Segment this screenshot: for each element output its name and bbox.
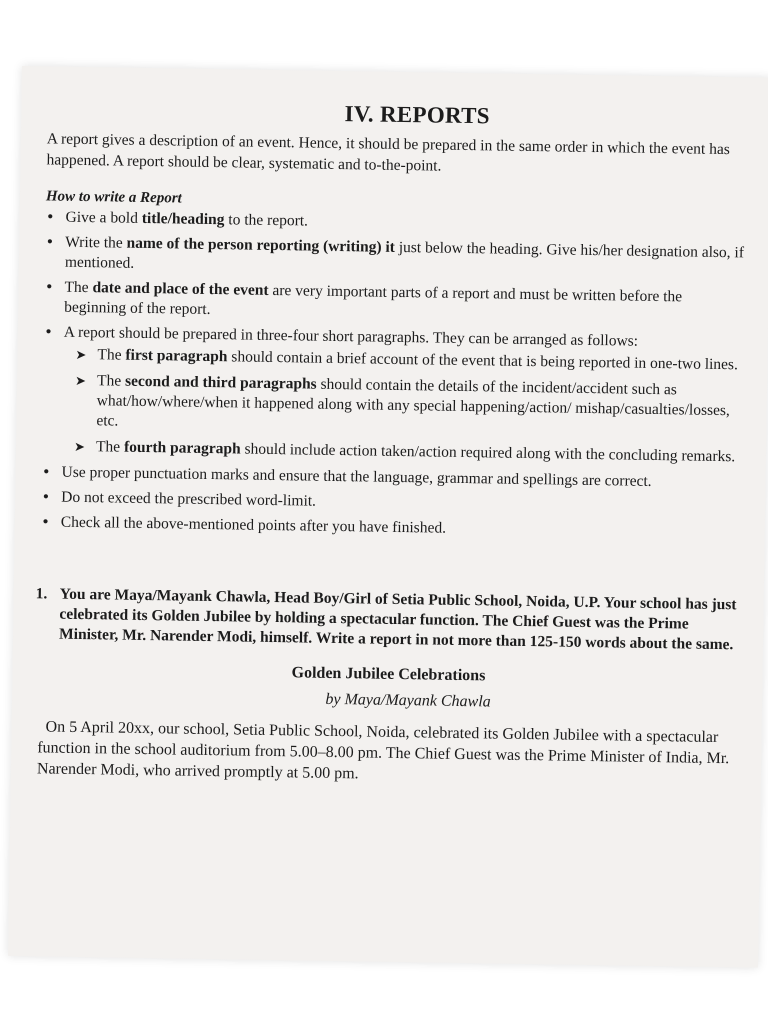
question-text: You are Maya/Mayank Chawla, Head Boy/Girl of Setia Public School, Noida, U.P. Your school has just celebrated its Golden Jubilee by holding a spectacular function. The Chief Guest was the Prime Minister, Mr. Narender Modi, himself. Write a report in not more than 125-150 words about the same. [58,585,737,654]
guideline-item: • Give a bold title/heading to the report. [47,208,309,230]
practice-question [35,584,740,655]
bullet-icon: • [43,463,50,481]
guideline-item: • The date and place of the event are very important parts of a report and must be written before the beginning of the report. [46,278,683,318]
bullet-icon: • [47,233,53,251]
arrow-icon: ➤ [73,438,86,455]
arrow-icon: ➤ [75,346,87,363]
arrow-icon: ➤ [74,372,87,389]
section-heading: IV. REPORTS [344,101,491,129]
bullet-icon: • [43,488,49,506]
bullet-icon: • [45,323,52,341]
page-content [37,96,748,790]
guideline-item: • Use proper punctuation marks and ensure that the language, grammar and spellings are correct. [43,463,652,490]
guideline-item: • Do not exceed the prescribed word-limit. [43,488,317,510]
paragraph-rules-list [74,345,744,467]
report-body: On 5 April 20xx, our school, Setia Public School, Noida, celebrated its Golden Jubilee with a spectacular function in the school auditorium from 5.00–8.00 pm. The Chief Guest was the Prime Minister of India, Mr. Narender Modi, who arrived promptly at 5.00 pm. [36,718,730,783]
guideline-item: • A report should be prepared in three-four short paragraphs. They can be arranged as follows: ➤ The first paragraph should contain a brief account of the event that is being reported in one-two lines. ➤ The second and third paragraphs should contain the details of the incident/accident such as what/how/where/when it happened along with any special happening/action/ mishap/casualties/losses, etc. ➤ The fourth paragraph should include action taken/action required along with the concluding remarks. [42,322,744,467]
question-number: 1. [35,585,48,603]
guideline-list [41,207,746,543]
bullet-icon: • [47,208,54,226]
guideline-item: • Check all the above-mentioned points after you have finished. [42,513,447,537]
report-byline: by Maya/Mayank Chawla [325,690,491,711]
intro-paragraph: A report gives a description of an event. Hence, it should be prepared in the same order in which the event has happened. A report should be clear, systematic and to-the-point. [46,130,730,175]
bullet-icon: • [42,513,49,531]
book-page [8,66,768,968]
report-title: Golden Jubilee Celebrations [291,664,486,685]
paragraph-rule-item: ➤ The second and third paragraphs should contain the details of the incident/accident such as what/how/where/when it happened along with any special happening/action/ mishap/casualties/losses, etc. [74,372,730,430]
bullet-icon: • [46,278,53,296]
guideline-item: • Write the name of the person reporting (writing) it just below the heading. Give his/her designation also, if mentioned. [47,233,745,272]
paragraph-rule-item: ➤ The first paragraph should contain a brief account of the event that is being reported in one-two lines. [75,346,739,374]
paragraph-rule-item: ➤ The fourth paragraph should include action taken/action required along with the concluding remarks. [73,438,736,466]
how-to-title: How to write a Report [45,188,182,207]
